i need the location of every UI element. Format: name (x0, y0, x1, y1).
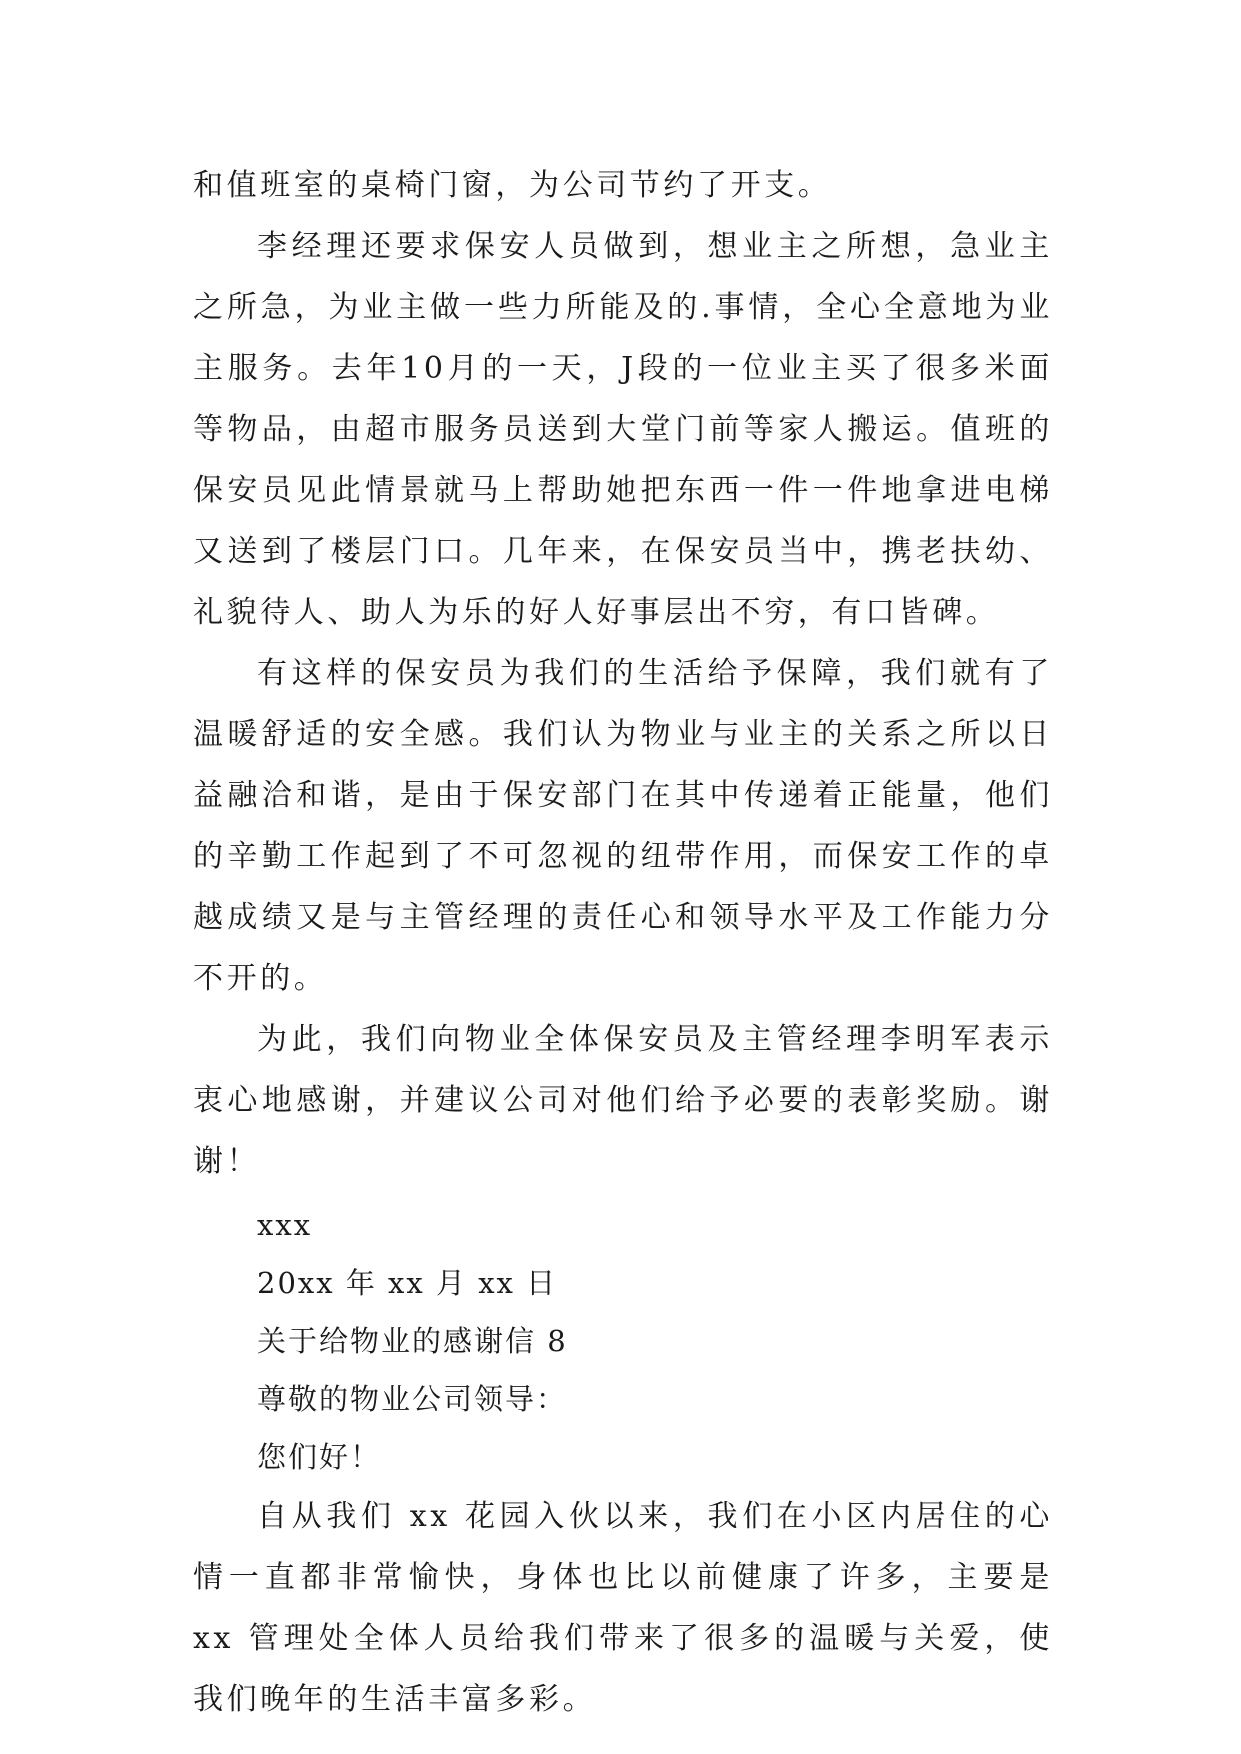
paragraph-manager-requirements: 李经理还要求保安人员做到，想业主之所想，急业主之所急，为业主做一些力所能及的.事情，全心全意地为业主服务。去年10月的一天，J段的一位业主买了很多米面等物品，由超市服务员送到大堂门前等家人搬运。值班的保安员见此情景就马上帮助她把东西一件一件地拿进电梯又送到了楼层门口。几年来，在保安员当中，携老扶幼、礼貌待人、助人为乐的好人好事层出不穷，有口皆碑。 (193, 229, 1053, 630)
paragraph-thanks: 为此，我们向物业全体保安员及主管经理李明军表示衷心地感谢，并建议公司对他们给予必要的表彰奖励。谢谢！ (193, 1022, 1053, 1179)
letter-salutation: 尊敬的物业公司领导： (257, 1382, 568, 1416)
paragraph-letter-body: 自从我们 xx 花园入伙以来，我们在小区内居住的心情一直都非常愉快，身体也比以前健康了许多，主要是 xx 管理处全体人员给我们带来了很多的温暖与关爱，使我们晚年的生活丰富多彩。 (193, 1499, 1053, 1717)
paragraph-continuation: 和值班室的桌椅门窗，为公司节约了开支。 (193, 168, 832, 203)
document-page (193, 155, 1053, 1730)
signature-date: 20xx 年 xx 月 xx 日 (257, 1266, 558, 1300)
letter-heading: 关于给物业的感谢信 8 (257, 1324, 568, 1358)
paragraph-security-guarantee: 有这样的保安员为我们的生活给予保障，我们就有了温暖舒适的安全感。我们认为物业与业主的关系之所以日益融洽和谐，是由于保安部门在其中传递着正能量，他们的辛勤工作起到了不可忽视的纽带作用，而保安工作的卓越成绩又是与主管经理的责任心和领导水平及工作能力分不开的。 (193, 656, 1053, 996)
signature-name: xxx (257, 1208, 313, 1242)
letter-greeting: 您们好！ (257, 1440, 382, 1474)
